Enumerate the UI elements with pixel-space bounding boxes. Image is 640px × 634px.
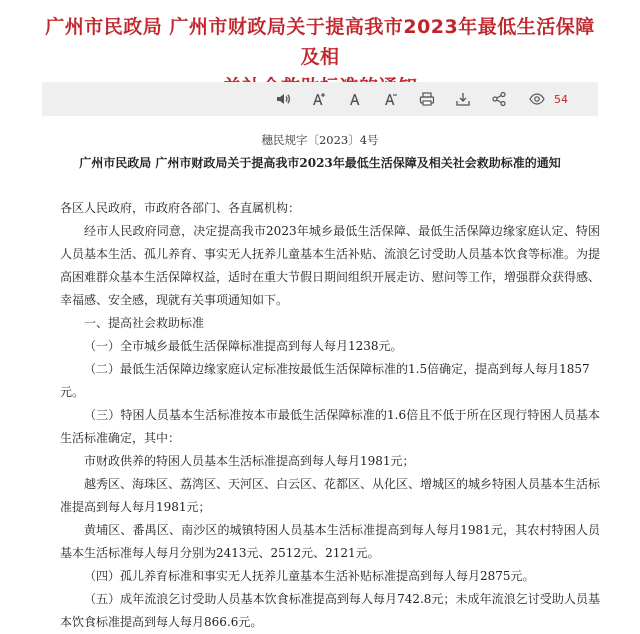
section-heading: 一、提高社会救助标准 [84,316,205,330]
list-item: 黄埔区、番禺区、南沙区的城镇特困人员基本生活标准提高到每人每月1981元，其农村特困人员基本生活标准每人每月分别为2413元、2512元、2121元。 [60,523,600,560]
list-item: （二）最低生活保障边缘家庭认定标准按最低生活保障标准的1.5倍确定，提高到每人每月1857元。 [60,362,590,399]
list-item: 市财政供养的特困人员基本生活标准提高到每人每月1981元； [84,454,415,468]
view-count [523,89,568,109]
list-item: （五）成年流浪乞讨受助人员基本饮食标准提高到每人每月742.8元；未成年流浪乞讨受助人员基本饮食标准提高到每人每月866.6元。 [60,592,600,629]
list-item: 越秀区、海珠区、荔湾区、天河区、白云区、花都区、从化区、增城区的城乡特困人员基本生活标准提高到每人每月1981元； [60,477,601,514]
document-body [60,197,600,634]
download-icon[interactable] [449,89,477,109]
speaker-icon[interactable] [269,89,297,109]
list-item: （三）特困人员基本生活标准按本市最低生活保障标准的1.6倍且不低于所在区现行特困人员基本生活标准确定，其中： [60,408,600,445]
document-subtitle: 广州市民政局 广州市财政局关于提高我市2023年最低生活保障及相关社会救助标准的通知 [79,156,561,170]
font-decrease-icon[interactable] [377,89,405,109]
print-icon[interactable] [413,89,441,109]
article-toolbar [42,82,598,116]
view-count-number: 54 [554,92,568,106]
font-increase-icon[interactable] [305,89,333,109]
font-normal-icon[interactable] [341,89,369,109]
document-number: 穗民规字〔2023〕4号 [261,133,379,147]
list-item: （一）全市城乡最低生活保障标准提高到每人每月1238元。 [84,339,403,353]
article-title-line-1: 广州市民政局 广州市财政局关于提高我市2023年最低生活保障及相 [45,16,595,68]
eye-icon [523,89,551,109]
salutation: 各区人民政府，市政府各部门、各直属机构： [60,201,301,215]
list-item: （四）孤儿养育标准和事实无人抚养儿童基本生活补贴标准提高到每人每月2875元。 [84,569,535,583]
share-icon[interactable] [485,89,513,109]
intro-paragraph: 经市人民政府同意，决定提高我市2023年城乡最低生活保障、最低生活保障边缘家庭认定、特困人员基本生活、孤儿养育、事实无人抚养儿童基本生活补贴、流浪乞讨受助人员基本饮食等标准。为提高困难群众基本生活保障权益，适时在重大节假日期间组织开展走访、慰问等工作，增强群众获得感、幸福感、安全感，现就有关事项通知如下。 [60,224,601,307]
